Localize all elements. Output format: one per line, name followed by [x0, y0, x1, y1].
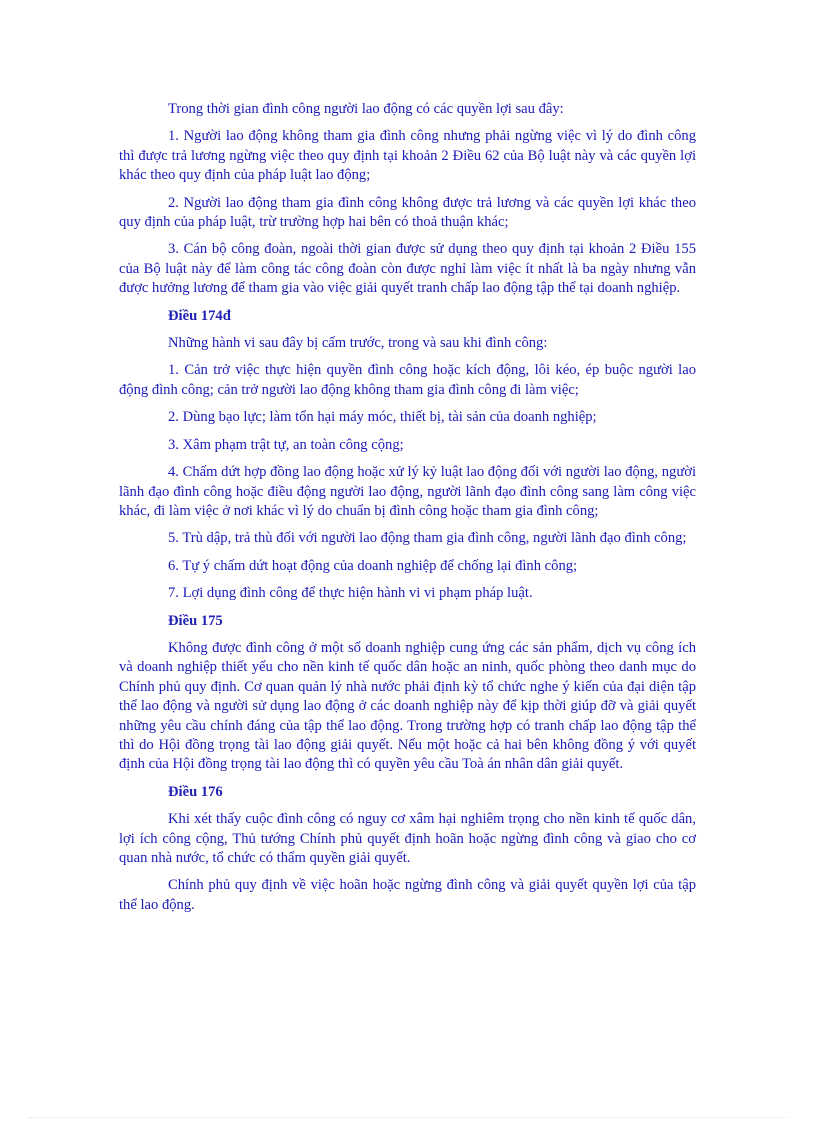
paragraph: 3. Cán bộ công đoàn, ngoài thời gian được sử dụng theo quy định tại khoản 2 Điều 155 của Bộ luật này để làm công tác công đoàn còn được nghỉ làm việc ít nhất là ba ngày nhưng vẫn được hưởng lương để tham gia vào việc giải quyết tranh chấp lao động tập thể tại doanh nghiệp.: [119, 241, 696, 297]
paragraph: Những hành vi sau đây bị cấm trước, trong và sau khi đình công:: [168, 335, 548, 352]
paragraph: 1. Người lao động không tham gia đình công nhưng phải ngừng việc vì lý do đình công thì được trả lương ngừng việc theo quy định tại khoản 2 Điều 62 của Bộ luật này và các quyền lợi khác theo quy định của pháp luật lao động;: [119, 128, 696, 184]
list-item: 5. Trù dập, trả thù đối với người lao động tham gia đình công, người lãnh đạo đình công;: [168, 530, 687, 547]
article-heading-176: Điều 176: [168, 783, 223, 800]
list-item: 1. Cản trở việc thực hiện quyền đình công hoặc kích động, lôi kéo, ép buộc người lao động đình công; cản trở người lao động không tham gia đình công đi làm việc;: [119, 362, 696, 398]
list-item: 7. Lợi dụng đình công để thực hiện hành vi vi phạm pháp luật.: [168, 585, 533, 602]
paragraph: Trong thời gian đình công người lao động có các quyền lợi sau đây:: [168, 101, 564, 117]
document-body: [119, 100, 696, 923]
paragraph: Không được đình công ở một số doanh nghiệp cung ứng các sản phẩm, dịch vụ công ích và doanh nghiệp thiết yếu cho nền kinh tế quốc dân hoặc an ninh, quốc phòng theo danh mục do Chính phủ quy định. Cơ quan quản lý nhà nước phải định kỳ tổ chức nghe ý kiến của đại diện tập thể lao động và người sử dụng lao động ở các doanh nghiệp này để kịp thời giúp đỡ và giải quyết những yêu cầu chính đáng của tập thể lao động. Trong trường hợp có tranh chấp lao động tập thể thì do Hội đồng trọng tài lao động giải quyết. Nếu một hoặc cả hai bên không đồng ý với quyết định của Hội đồng trọng tài lao động thì có quyền yêu cầu Toà án nhân dân giải quyết.: [119, 639, 696, 773]
paragraph: Khi xét thấy cuộc đình công có nguy cơ xâm hại nghiêm trọng cho nền kinh tế quốc dân, lợi ích công cộng, Thủ tướng Chính phủ quyết định hoãn hoặc ngừng đình công và giao cho cơ quan nhà nước, tổ chức có thẩm quyền giải quyết.: [119, 811, 696, 866]
page-bottom-divider: [28, 1117, 788, 1118]
paragraph: Chính phủ quy định về việc hoãn hoặc ngừng đình công và giải quyết quyền lợi của tập thể lao động.: [119, 877, 696, 913]
list-item: 2. Dùng bạo lực; làm tổn hại máy móc, thiết bị, tài sản của doanh nghiệp;: [168, 409, 597, 426]
article-heading-175: Điều 175: [168, 612, 223, 629]
list-item: 3. Xâm phạm trật tự, an toàn công cộng;: [168, 436, 404, 453]
list-item: 4. Chấm dứt hợp đồng lao động hoặc xử lý kỷ luật lao động đối với người lao động, người lãnh đạo đình công hoặc điều động người lao động, người lãnh đạo đình công sang làm công việc khác, đi làm việc ở nơi khác vì lý do chuẩn bị đình công hoặc tham gia đình công;: [119, 464, 696, 519]
list-item: 6. Tự ý chấm dứt hoạt động của doanh nghiệp để chống lại đình công;: [168, 557, 578, 574]
article-heading-174d: Điều 174đ: [168, 307, 231, 324]
paragraph: 2. Người lao động tham gia đình công không được trả lương và các quyền lợi khác theo quy định của pháp luật, trừ trường hợp hai bên có thoả thuận khác;: [119, 194, 696, 231]
